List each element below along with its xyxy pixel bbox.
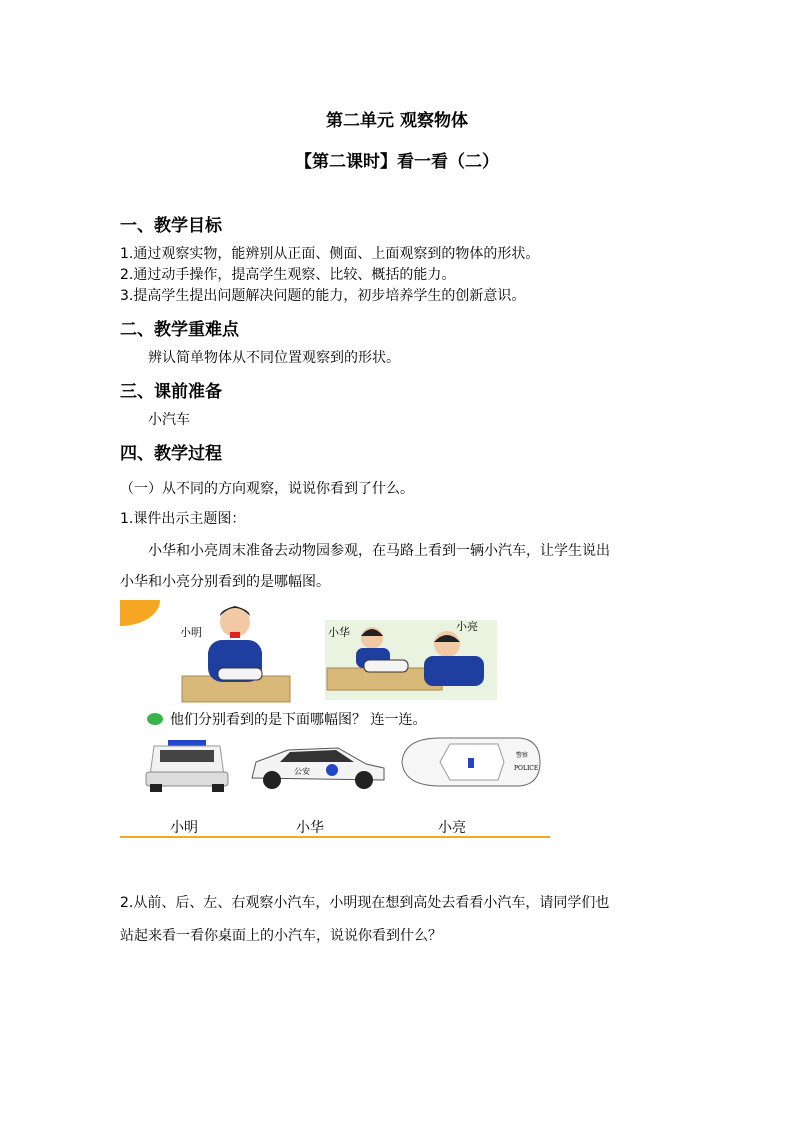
- police-emblem: [326, 764, 338, 776]
- theme-illustration: [120, 600, 560, 845]
- process-step2-line: 站起来看一看你桌面上的小汽车，说说你看到什么？: [120, 928, 442, 944]
- boy-scarf: [230, 632, 240, 638]
- lesson-title: 【第二课时】看一看（二）: [295, 152, 499, 172]
- wheel: [263, 771, 281, 789]
- answer-label-xiaoliang: 小亮: [438, 820, 466, 836]
- key-points-text: 辨认简单物体从不同位置观察到的形状。: [148, 350, 400, 366]
- car-side-view: [252, 748, 384, 789]
- scene-label-xiaohua: 小华: [328, 626, 350, 639]
- car-front-view: [146, 740, 228, 792]
- scene-xiaoming: [180, 606, 290, 702]
- unit-title: 第二单元 观察物体: [326, 111, 468, 131]
- process-step1: 1.课件出示主题图：: [120, 511, 246, 527]
- scene-label-xiaoming: 小明: [180, 626, 202, 639]
- process-step2-line: 2.从前、后、左、右观察小汽车，小明现在想到高处去看看小汽车，请同学们也: [120, 895, 610, 911]
- bumper: [146, 772, 228, 786]
- preparation-heading: 三、课前准备: [120, 382, 222, 402]
- boy2-body: [424, 656, 484, 686]
- green-bubble-icon: [147, 713, 163, 725]
- figure-question: 他们分别看到的是下面哪幅图？ 连一连。: [170, 712, 427, 728]
- process-paragraph-line: 小华和小亮分别看到的是哪幅图。: [120, 574, 330, 590]
- car-top-text: 警察: [516, 752, 529, 759]
- process-heading: 四、教学过程: [120, 444, 222, 464]
- illustration-svg: [120, 600, 560, 845]
- wheel: [355, 771, 373, 789]
- windshield: [160, 750, 214, 762]
- car-side-text: 公安: [294, 767, 310, 776]
- car-top-view: [402, 738, 540, 786]
- process-sub-heading: （一）从不同的方向观察，说说你看到了什么。: [120, 481, 414, 497]
- police-light: [468, 758, 474, 768]
- goal-item: 2.通过动手操作，提高学生观察、比较、概括的能力。: [120, 267, 456, 283]
- goals-heading: 一、教学目标: [120, 216, 222, 236]
- car-top-text-police: POLICE: [514, 765, 539, 772]
- boy2-head: [434, 631, 460, 657]
- key-points-heading: 二、教学重难点: [120, 320, 239, 340]
- process-paragraph-line: 小华和小亮周末准备去动物园参观，在马路上看到一辆小汽车，让学生说出: [148, 543, 610, 559]
- preparation-text: 小汽车: [148, 412, 190, 428]
- police-light-bar: [168, 740, 206, 746]
- scene-label-xiaoliang: 小亮: [456, 620, 478, 633]
- goal-item: 3.提高学生提出问题解决问题的能力，初步培养学生的创新意识。: [120, 288, 526, 304]
- toy-car: [364, 660, 408, 672]
- orange-corner-decoration: [120, 600, 160, 626]
- answer-label-xiaoming: 小明: [170, 820, 198, 836]
- toy-car: [218, 668, 262, 680]
- wheel: [150, 784, 162, 792]
- answer-label-xiaohua: 小华: [296, 820, 324, 836]
- scene-xiaohua-xiaoliang: [325, 619, 497, 700]
- goal-item: 1.通过观察实物，能辨别从正面、侧面、上面观察到的物体的形状。: [120, 246, 540, 262]
- orange-underline: [120, 836, 550, 838]
- wheel: [212, 784, 224, 792]
